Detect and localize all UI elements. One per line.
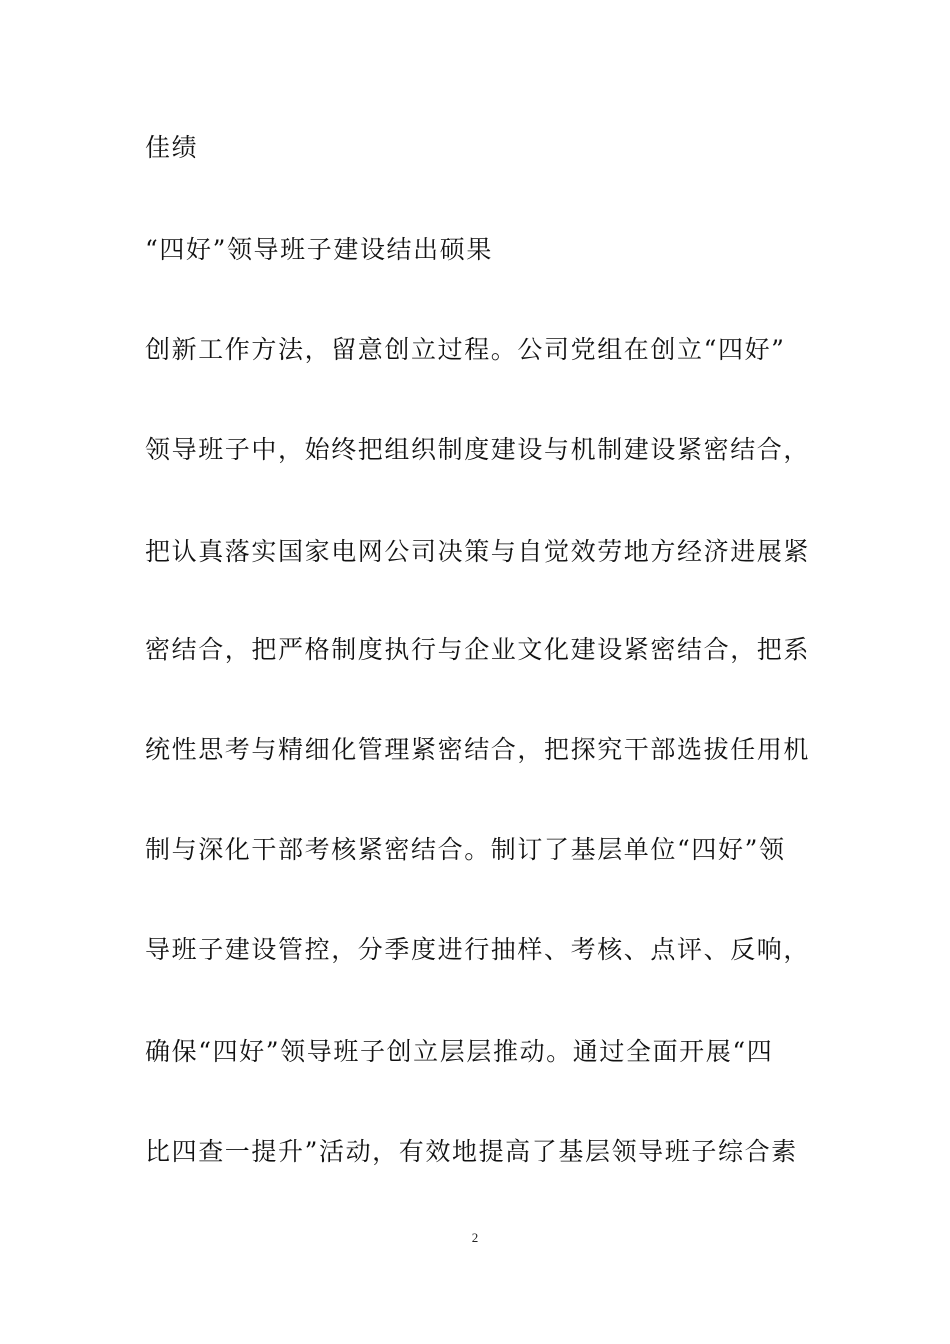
paragraph-line: 制与深化干部考核紧密结合。制订了基层单位“四好”领 (145, 835, 786, 864)
paragraph-line: 导班子建设管控，分季度进行抽样、考核、点评、反响， (145, 935, 811, 964)
paragraph-line: 领导班子中，始终把组织制度建设与机制建设紧密结合， (145, 435, 811, 464)
paragraph-line: 统性思考与精细化管理紧密结合，把探究干部选拔任用机 (145, 735, 811, 764)
page-number: 2 (471, 1230, 479, 1245)
section-heading: “四好”领导班子建设结出硕果 (145, 235, 493, 264)
paragraph-line: 密结合，把严格制度执行与企业文化建设紧密结合，把系 (145, 635, 811, 664)
paragraph-line: 比四查一提升”活动，有效地提高了基层领导班子综合素 (145, 1137, 798, 1166)
paragraph-line: 创新工作方法，留意创立过程。公司党组在创立“四好” (145, 335, 786, 364)
paragraph-line: 确保“四好”领导班子创立层层推动。通过全面开展“四 (145, 1037, 774, 1066)
text-line-heading-fragment: 佳绩 (145, 133, 199, 162)
paragraph-line: 把认真落实国家电网公司决策与自觉效劳地方经济进展紧 (145, 537, 811, 566)
